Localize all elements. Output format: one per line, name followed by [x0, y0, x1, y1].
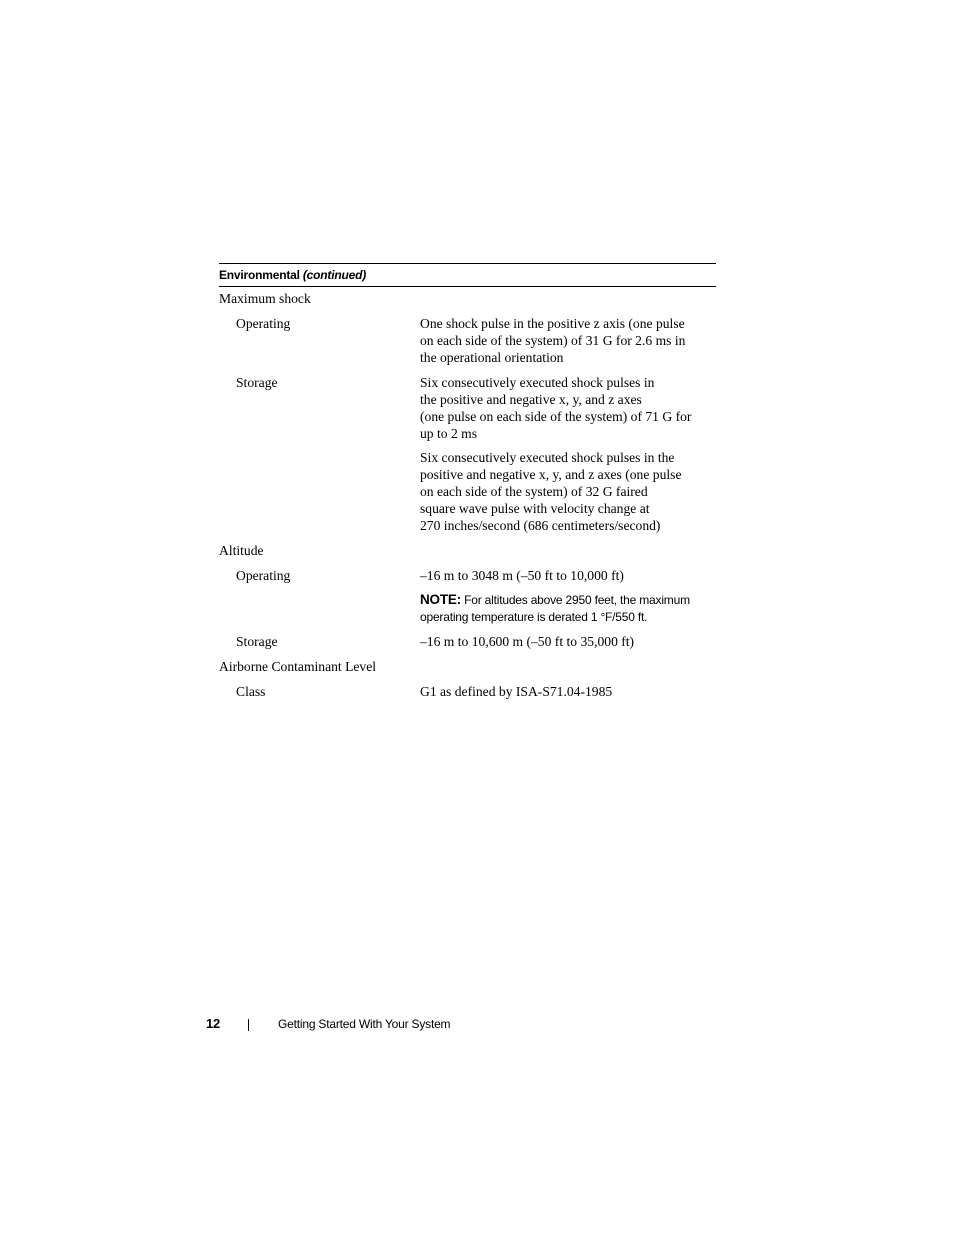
- section-maximum-shock: Maximum shock: [219, 291, 311, 306]
- footer-title: Getting Started With Your System: [278, 1017, 451, 1031]
- value-class: G1 as defined by ISA-S71.04-1985: [420, 684, 613, 699]
- table-header-continued: (continued): [302, 268, 367, 282]
- label-shock-operating: Operating: [236, 316, 291, 331]
- value-line: positive and negative x, y, and z axes (one pulse: [420, 467, 682, 482]
- value-altitude-storage: –16 m to 10,600 m (–50 ft to 35,000 ft): [420, 634, 635, 649]
- altitude-note: [420, 591, 720, 626]
- value-line: One shock pulse in the positive z axis (one pulse: [420, 316, 685, 331]
- note-text-line-2: operating temperature is derated 1 °F/550 ft.: [420, 610, 648, 624]
- value-line: on each side of the system) of 32 G faired: [420, 484, 648, 499]
- footer-separator: [248, 1019, 249, 1031]
- value-line: up to 2 ms: [420, 426, 478, 441]
- value-line: (one pulse on each side of the system) of 71 G for: [420, 409, 692, 424]
- value-line: Six consecutively executed shock pulses in: [420, 375, 655, 390]
- section-altitude: Altitude: [219, 543, 264, 558]
- value-line: square wave pulse with velocity change at: [420, 501, 650, 516]
- label-altitude-storage: Storage: [236, 634, 278, 649]
- label-class: Class: [236, 684, 266, 699]
- table-header: [219, 263, 716, 287]
- table-header-title: Environmental: [219, 268, 300, 282]
- value-shock-storage-2: [420, 449, 720, 534]
- value-altitude-operating: –16 m to 3048 m (–50 ft to 10,000 ft): [420, 568, 624, 583]
- note-label: NOTE:: [420, 592, 461, 607]
- value-line: the operational orientation: [420, 350, 564, 365]
- value-line: the positive and negative x, y, and z axes: [420, 392, 642, 407]
- page-number: 12: [206, 1016, 221, 1031]
- value-shock-storage-1: [420, 374, 720, 442]
- environmental-spec-table: [219, 263, 716, 699]
- note-text-line-1: For altitudes above 2950 feet, the maximum: [464, 593, 690, 607]
- label-shock-storage: Storage: [236, 375, 278, 390]
- label-altitude-operating: Operating: [236, 568, 291, 583]
- value-line: 270 inches/second (686 centimeters/second): [420, 518, 661, 533]
- value-line: on each side of the system) of 31 G for 2.6 ms in: [420, 333, 686, 348]
- section-airborne-contaminant: Airborne Contaminant Level: [219, 659, 377, 674]
- value-shock-operating: [420, 315, 720, 366]
- value-line: Six consecutively executed shock pulses in the: [420, 450, 675, 465]
